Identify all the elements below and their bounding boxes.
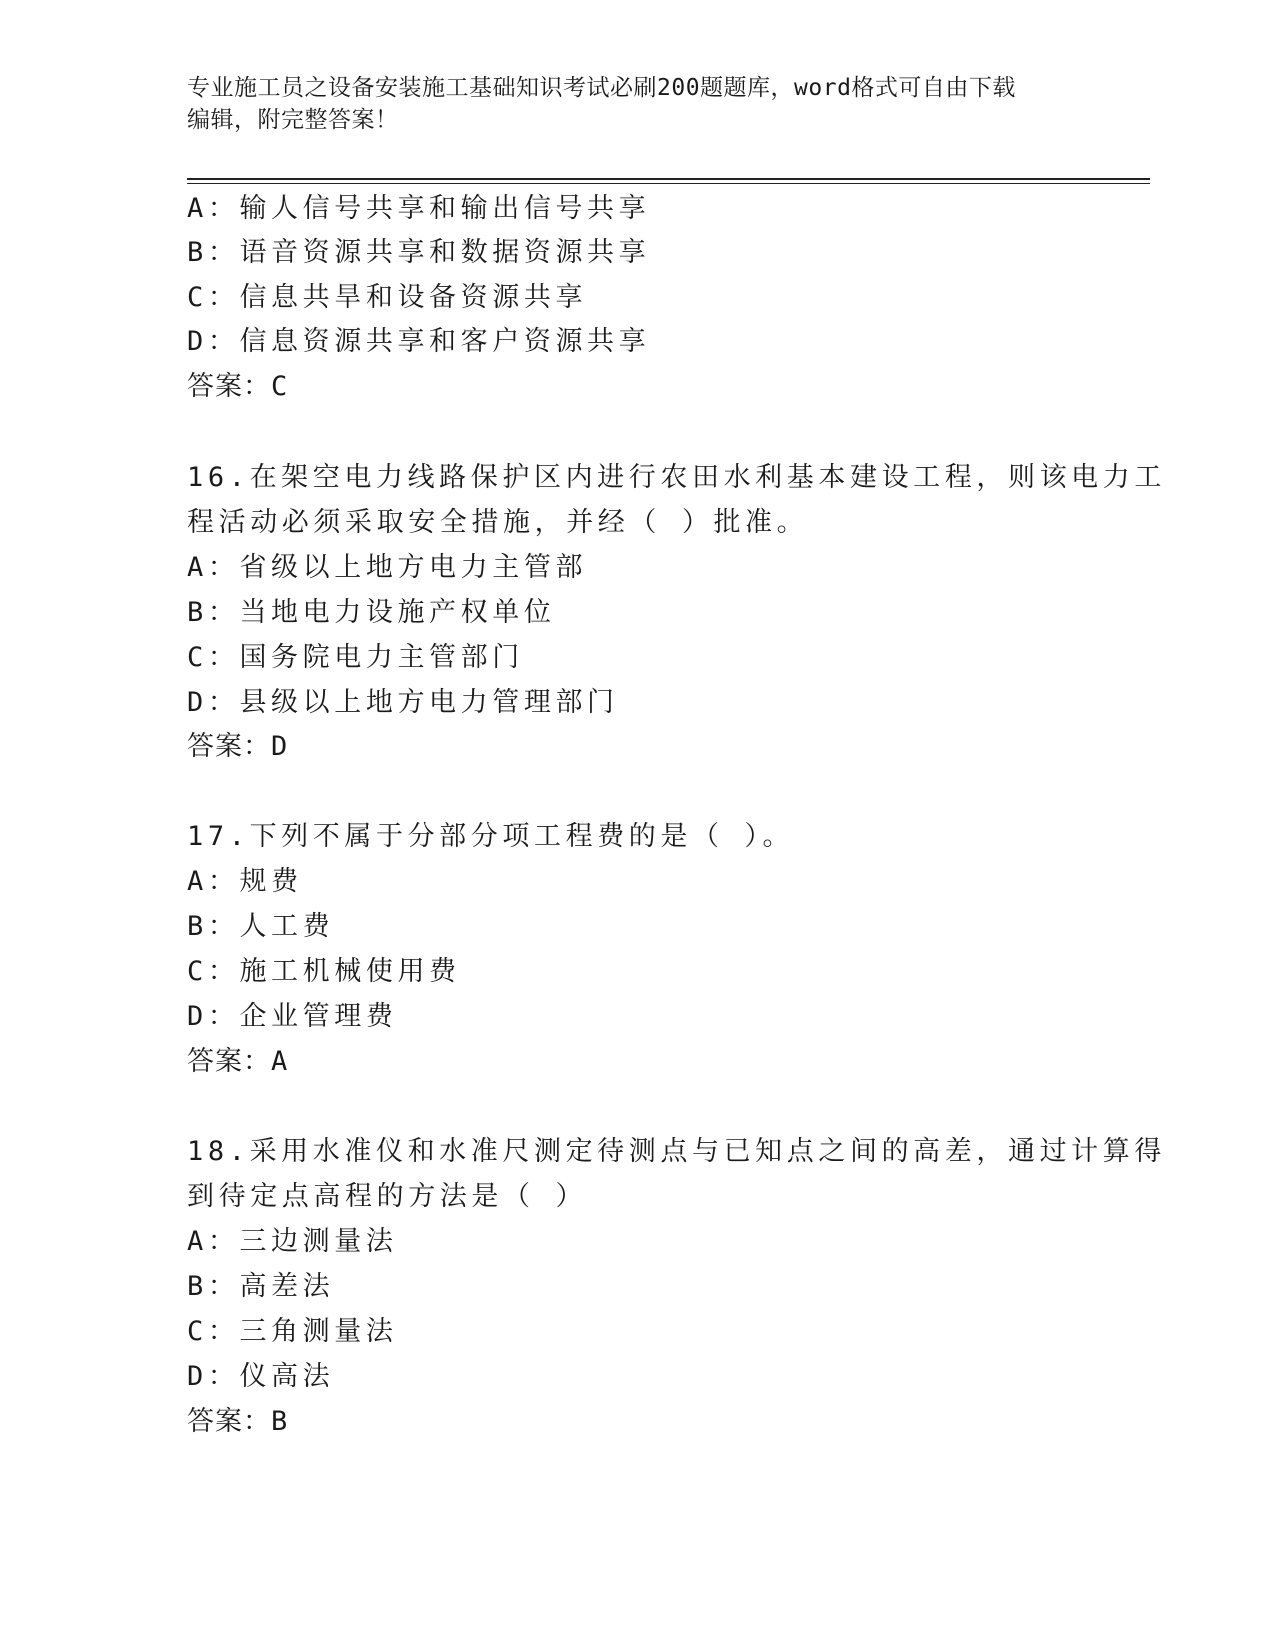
q16-stem-line-1: 16.在架空电力线路保护区内进行农田水利基本建设工程，则该电力工 <box>187 462 1166 493</box>
q18-answer: 答案：B <box>187 1406 289 1437</box>
q15-option-a: A：输人信号共享和输出信号共享 <box>187 193 651 224</box>
q18-option-c: C：三角测量法 <box>187 1316 398 1347</box>
q17-option-b: B：人工费 <box>187 911 335 942</box>
q18-stem-line-2: 到待定点高程的方法是（ ） <box>187 1181 588 1212</box>
header-divider-thick <box>187 178 1150 180</box>
header-title-line-2: 编辑，附完整答案！ <box>187 107 399 133</box>
q16-answer: 答案：D <box>187 731 289 762</box>
q17-option-d: D：企业管理费 <box>187 1001 398 1032</box>
q17-option-a: A：规费 <box>187 866 303 897</box>
q18-stem-line-1: 18.采用水准仪和水准尺测定待测点与已知点之间的高差，通过计算得 <box>187 1136 1166 1167</box>
q17-answer: 答案：A <box>187 1046 289 1077</box>
q15-option-d: D：信息资源共享和客户资源共享 <box>187 326 651 357</box>
header-title-line-1: 专业施工员之设备安装施工基础知识考试必刷200题题库，word格式可自由下载 <box>187 75 1016 101</box>
q17-option-c: C：施工机械使用费 <box>187 956 461 987</box>
q18-option-d: D：仪高法 <box>187 1361 335 1392</box>
q15-answer: 答案：C <box>187 371 289 402</box>
document-header <box>187 72 1067 136</box>
q15-option-c: C：信息共旱和设备资源共享 <box>187 282 588 313</box>
q15-option-b: B：语音资源共享和数据资源共享 <box>187 237 651 268</box>
q16-option-c: C：国务院电力主管部门 <box>187 642 524 673</box>
q16-stem-line-2: 程活动必须采取安全措施，并经（ ）批准。 <box>187 507 809 538</box>
q17-stem-line-1: 17.下列不属于分部分项工程费的是（ ）。 <box>187 821 795 852</box>
q16-option-b: B：当地电力设施产权单位 <box>187 597 556 628</box>
q18-option-a: A：三边测量法 <box>187 1226 398 1257</box>
q18-option-b: B：高差法 <box>187 1271 335 1302</box>
header-divider-thin <box>187 183 1150 184</box>
q16-option-a: A：省级以上地方电力主管部 <box>187 552 588 583</box>
q16-option-d: D：县级以上地方电力管理部门 <box>187 687 619 718</box>
